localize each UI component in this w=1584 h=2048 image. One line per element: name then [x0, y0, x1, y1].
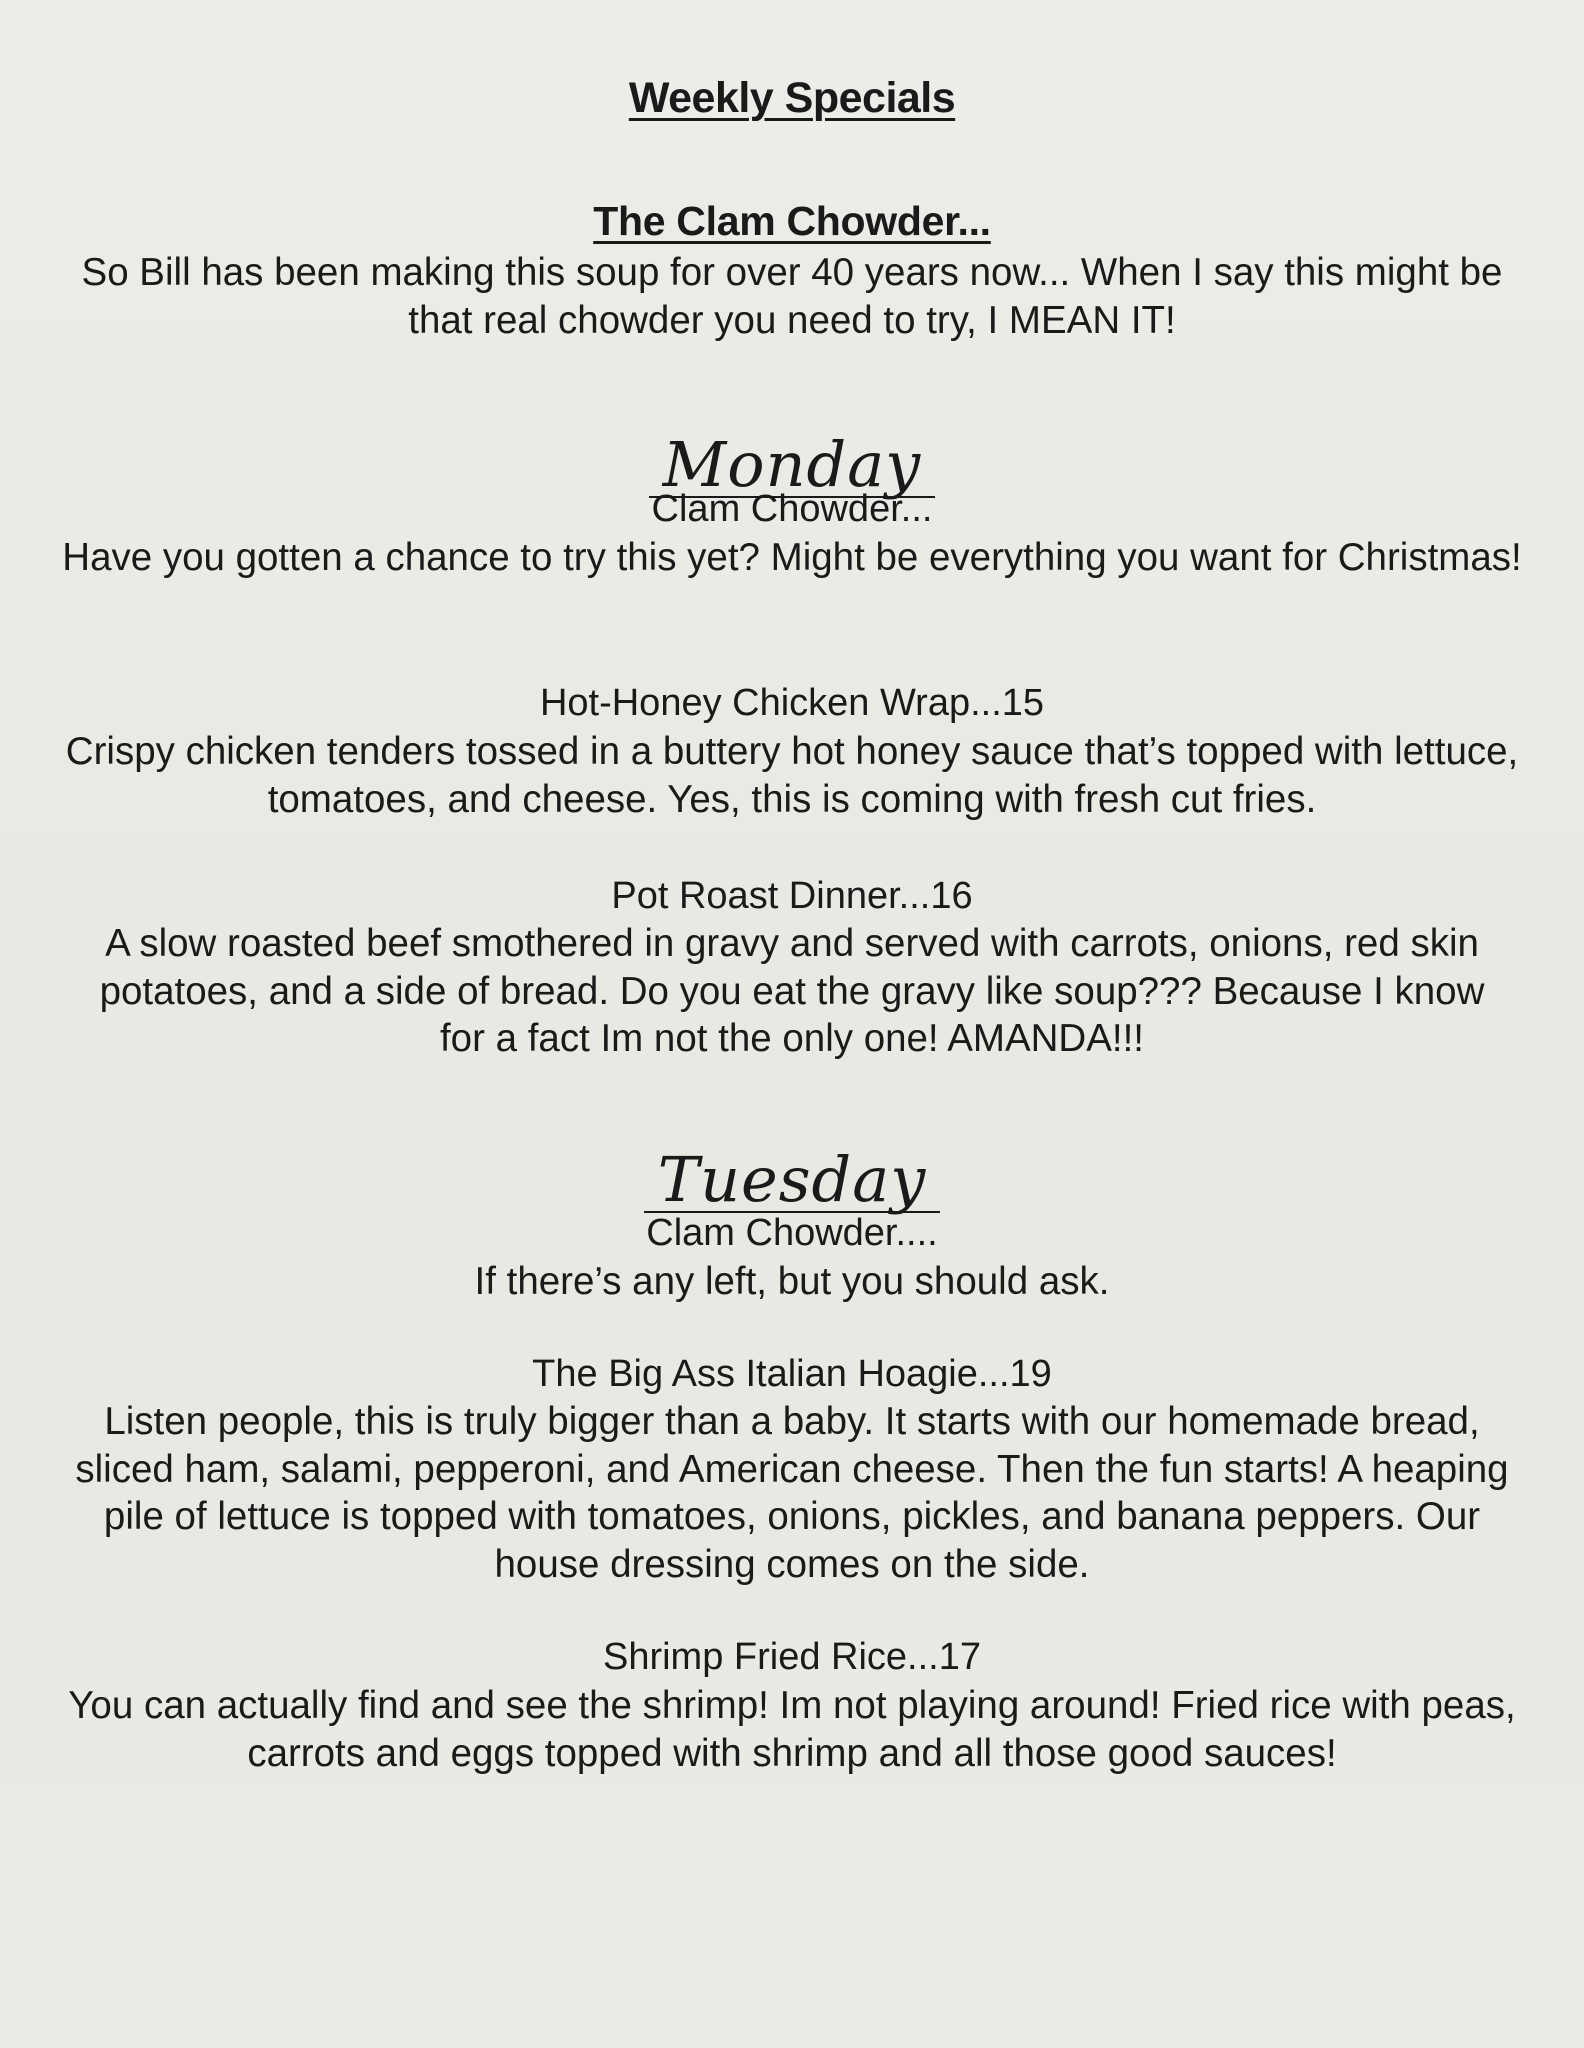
day-heading-monday-label: Monday	[649, 434, 935, 498]
menu-item-name: Pot Roast Dinner...16	[611, 875, 973, 917]
menu-item-name: Shrimp Fried Rice...17	[602, 1636, 981, 1678]
menu-item-name: Clam Chowder....	[646, 1212, 938, 1254]
menu-item-name: Clam Chowder...	[651, 488, 933, 530]
intro-description: So Bill has been making this soup for over 40 years now... When I say this might be that real chowder you need to try, I MEAN IT!	[81, 251, 1503, 342]
menu-item-name: The Big Ass Italian Hoagie...19	[532, 1353, 1052, 1395]
page-title: Weekly Specials	[628, 74, 956, 122]
menu-item-description: You can actually find and see the shrimp! Im not playing around! Fried rice with peas, carrots and eggs topped with shrimp and all those good sauces!	[68, 1684, 1516, 1775]
menu-item-name: Hot-Honey Chicken Wrap...15	[539, 682, 1045, 724]
day-heading-tuesday-label: Tuesday	[644, 1149, 940, 1213]
menu-item-description: Have you gotten a chance to try this yet? Might be everything you want for Christmas!	[62, 536, 1522, 579]
menu-item-description: A slow roasted beef smothered in gravy and served with carrots, onions, red skin potatoes, and a side of bread. Do you eat the gravy like soup??? Because I know for a fact Im not the only one! AMANDA!!!	[99, 922, 1485, 1060]
menu-item-description: Crispy chicken tenders tossed in a buttery hot honey sauce that’s topped with lettuce, tomatoes, and cheese. Yes, this is coming with fresh cut fries.	[65, 730, 1519, 821]
intro-heading: The Clam Chowder...	[593, 198, 991, 244]
menu-item-description: Listen people, this is truly bigger than a baby. It starts with our homemade bread, sliced ham, salami, pepperoni, and American cheese. Then the fun starts! A heaping pile of lettuce is topped with tomatoes, onions, pickles, and banana peppers. Our house dressing comes on the side.	[75, 1400, 1509, 1586]
menu-item-description: If there’s any left, but you should ask.	[474, 1260, 1110, 1303]
day-heading-tuesday	[0, 1143, 1584, 1216]
